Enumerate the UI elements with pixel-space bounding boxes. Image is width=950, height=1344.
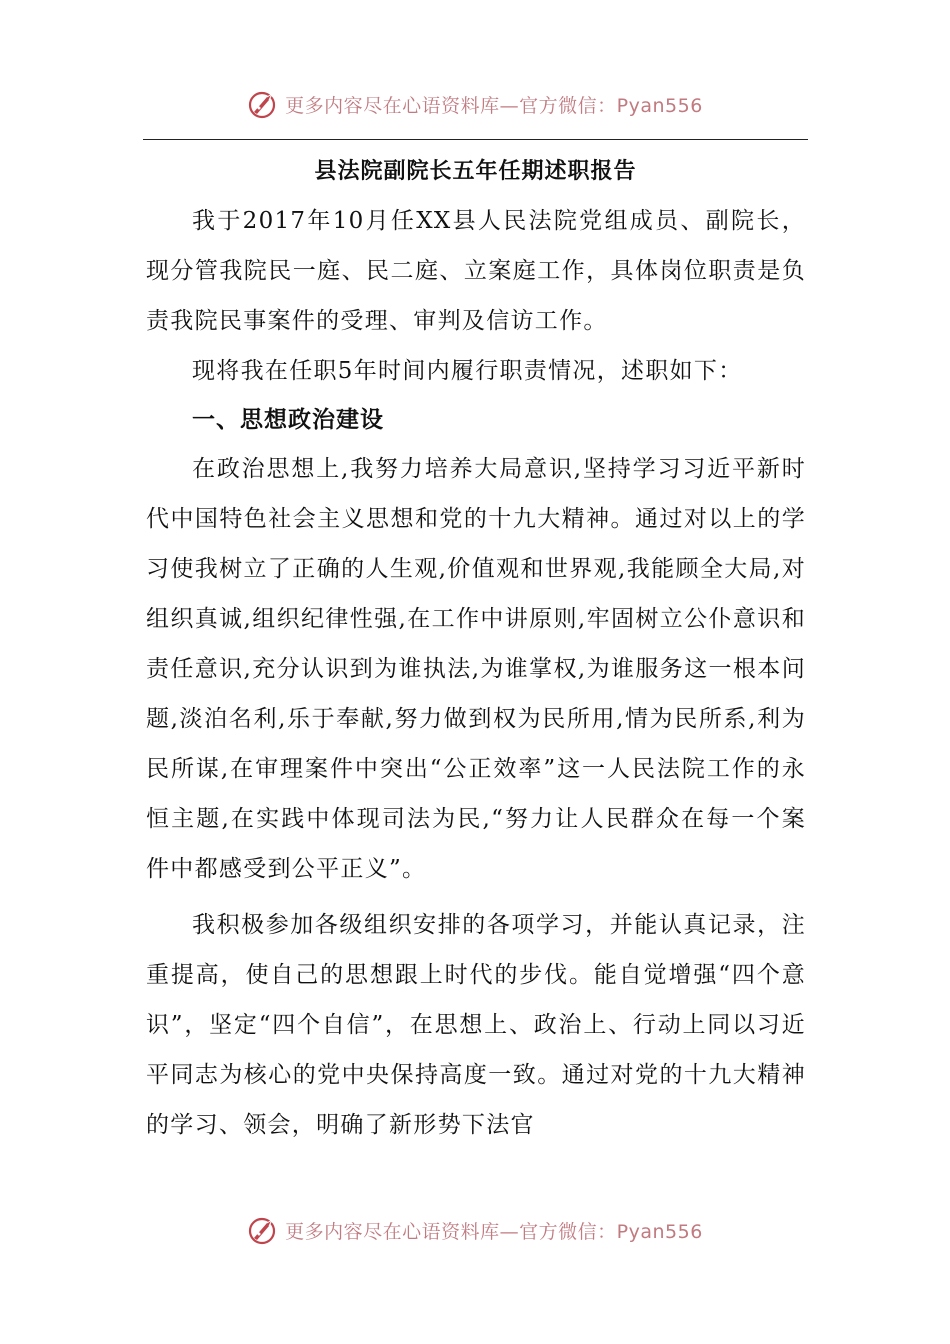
pen-nib-logo-icon <box>247 1214 279 1246</box>
header-watermark-banner <box>0 84 950 124</box>
header-divider <box>143 139 808 140</box>
intro-statement: 现将我在任职5年时间内履行职责情况，述职如下： <box>192 358 743 384</box>
document-title: 县法院副院长五年任期述职报告 <box>314 159 637 184</box>
section-paragraph: 在政治思想上,我努力培养大局意识,坚持学习习近平新时代中国特色社会主义思想和党的十九大精神。通过对以上的学习使我树立了正确的人生观,价值观和世界观,我能顾全大局,对组织真诚,组织纪律性强,在工作中讲原则,牢固树立公仆意识和责任意识,充分认识到为谁执法,为谁掌权,为谁服务这一根本问题,淡泊名利,乐于奉献,努力做到权为民所用,情为民所系,利为民所谋,在审理案件中突出“公正效率”这一人民法院工作的永恒主题,在实践中体现司法为民,“努力让人民群众在每一个案件中都感受到公平正义”。 <box>146 456 806 882</box>
pen-nib-logo-icon <box>247 88 279 120</box>
header-banner-wechat-id: Pyan556 <box>616 94 703 117</box>
intro-paragraph: 我于2017年10月任XX县人民法院党组成员、副院长，现分管我院民一庭、民二庭、立案庭工作，具体岗位职责是负责我院民事案件的受理、审判及信访工作。 <box>146 208 806 334</box>
footer-watermark-banner <box>0 1210 950 1250</box>
document-body <box>146 196 806 1150</box>
section-heading: 一、思想政治建设 <box>192 407 384 433</box>
footer-banner-wechat-id: Pyan556 <box>616 1220 703 1243</box>
section-paragraph: 我积极参加各级组织安排的各项学习，并能认真记录，注重提高，使自己的思想跟上时代的步伐。能自觉增强“四个意识”，坚定“四个自信”，在思想上、政治上、行动上同以习近平同志为核心的党中央保持高度一致。通过对党的十九大精神的学习、领会，明确了新形势下法官 <box>146 912 806 1138</box>
footer-banner-text: 更多内容尽在心语资料库—官方微信： <box>285 1220 617 1243</box>
header-banner-text: 更多内容尽在心语资料库—官方微信： <box>285 94 617 117</box>
